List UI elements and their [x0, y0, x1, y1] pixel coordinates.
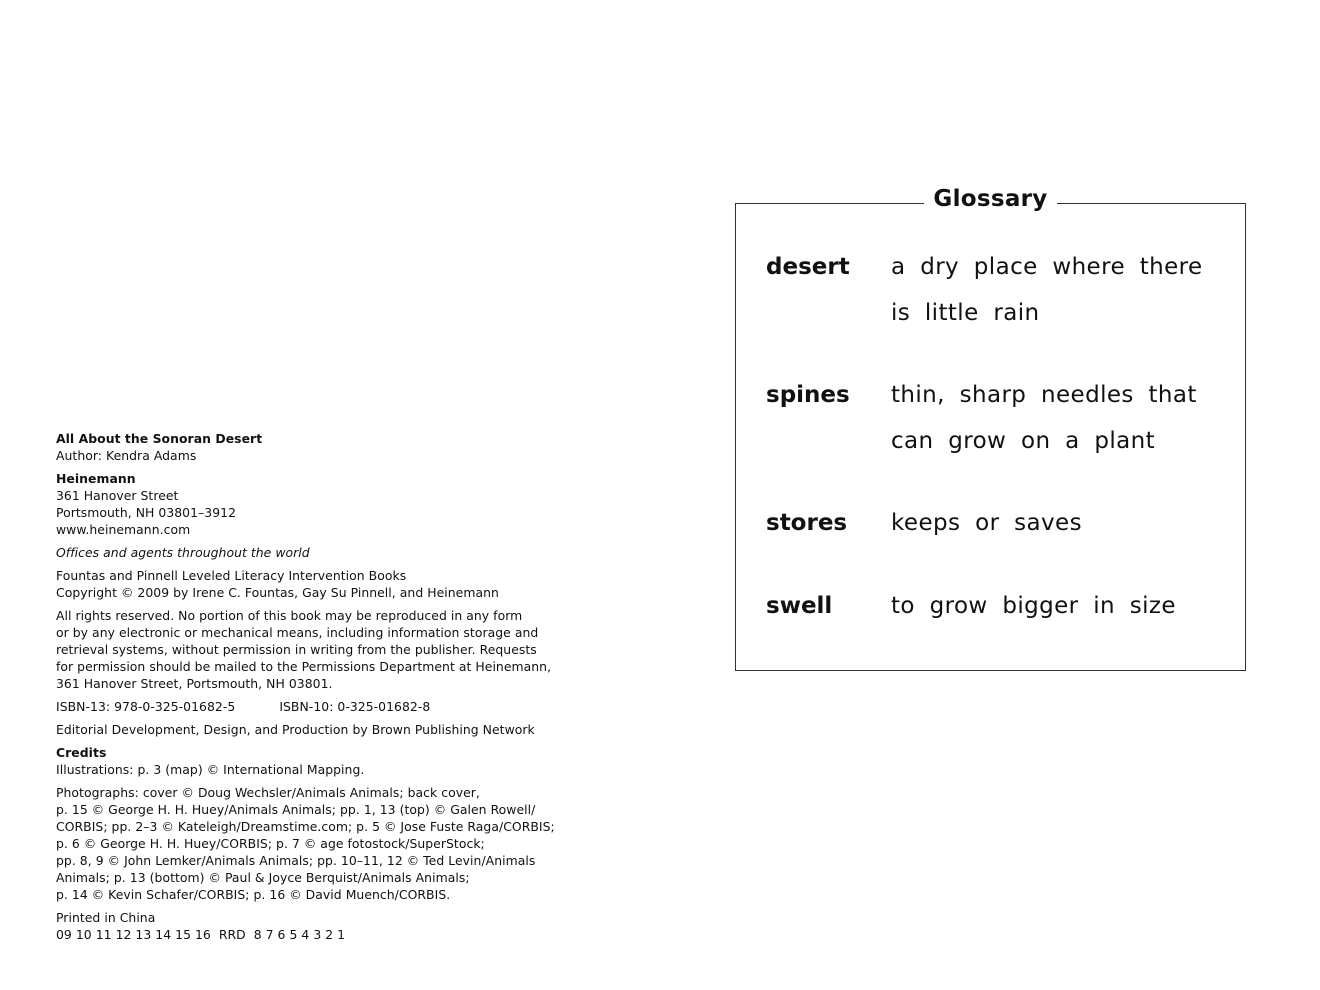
isbn13: ISBN-13: 978-0-325-01682-5 — [56, 699, 236, 714]
publisher-website: www.heinemann.com — [56, 522, 191, 537]
copyright-page — [56, 430, 616, 949]
glossary-definition — [891, 372, 1231, 464]
print-line: 09 10 11 12 13 14 15 16 RRD 8 7 6 5 4 3 2 1 — [56, 927, 346, 942]
glossary-term: stores — [766, 510, 848, 536]
series-line: Fountas and Pinnell Leveled Literacy Intervention Books — [56, 568, 407, 583]
rights-block — [56, 607, 616, 692]
publisher-block — [56, 470, 616, 538]
isbn10: ISBN-10: 0-325-01682-8 — [279, 699, 431, 714]
rights-line: 361 Hanover Street, Portsmouth, NH 03801. — [56, 676, 333, 691]
printed-in: Printed in China — [56, 910, 156, 925]
publisher-city: Portsmouth, NH 03801–3912 — [56, 505, 237, 520]
isbn-block — [56, 698, 616, 715]
publisher-street: 361 Hanover Street — [56, 488, 179, 503]
definition-line: keeps or saves — [891, 510, 1082, 536]
glossary-title: Glossary — [924, 186, 1056, 212]
glossary-definition — [891, 583, 1231, 629]
copyright-line: Copyright © 2009 by Irene C. Fountas, Gay Su Pinnell, and Heinemann — [56, 585, 499, 600]
definition-line: is little rain — [891, 300, 1040, 326]
printing-block — [56, 909, 616, 943]
definition-line: a dry place where there — [891, 254, 1203, 280]
photo-credit-line: p. 15 © George H. H. Huey/Animals Animals; pp. 1, 13 (top) © Galen Rowell/ — [56, 802, 536, 817]
photo-credit-line: p. 6 © George H. H. Huey/CORBIS; p. 7 © age fotostock/SuperStock; — [56, 836, 485, 851]
editorial-block — [56, 721, 616, 738]
definition-line: to grow bigger in size — [891, 593, 1176, 619]
photo-credits-block — [56, 784, 616, 903]
book-title: All About the Sonoran Desert — [56, 431, 263, 446]
glossary-definition — [891, 244, 1231, 336]
offices-text: Offices and agents throughout the world — [56, 545, 310, 560]
editorial-line: Editorial Development, Design, and Production by Brown Publishing Network — [56, 722, 535, 737]
author: Author: Kendra Adams — [56, 448, 197, 463]
definition-line: thin, sharp needles that — [891, 382, 1197, 408]
glossary-term: desert — [766, 254, 850, 280]
glossary-definition — [891, 500, 1231, 546]
glossary-term: spines — [766, 382, 850, 408]
title-block — [56, 430, 616, 464]
offices-block — [56, 544, 616, 561]
glossary-term: swell — [766, 593, 833, 619]
photo-credit-line: Animals; p. 13 (bottom) © Paul & Joyce Berquist/Animals Animals; — [56, 870, 470, 885]
photo-credit-line: CORBIS; pp. 2–3 © Kateleigh/Dreamstime.com; p. 5 © Jose Fuste Raga/CORBIS; — [56, 819, 555, 834]
definition-line: can grow on a plant — [891, 428, 1156, 454]
photo-credit-line: Photographs: cover © Doug Wechsler/Animals Animals; back cover, — [56, 785, 480, 800]
illustrations-credit: Illustrations: p. 3 (map) © International Mapping. — [56, 762, 365, 777]
credits-block — [56, 744, 616, 778]
rights-line: All rights reserved. No portion of this book may be reproduced in any form — [56, 608, 523, 623]
series-block — [56, 567, 616, 601]
rights-line: for permission should be mailed to the Permissions Department at Heinemann, — [56, 659, 552, 674]
credits-heading: Credits — [56, 745, 107, 760]
glossary-title-wrap — [736, 186, 1245, 212]
rights-line: or by any electronic or mechanical means, including information storage and — [56, 625, 539, 640]
publisher-name: Heinemann — [56, 471, 136, 486]
photo-credit-line: p. 14 © Kevin Schafer/CORBIS; p. 16 © David Muench/CORBIS. — [56, 887, 451, 902]
photo-credit-line: pp. 8, 9 © John Lemker/Animals Animals; pp. 10–11, 12 © Ted Levin/Animals — [56, 853, 536, 868]
rights-line: retrieval systems, without permission in writing from the publisher. Requests — [56, 642, 537, 657]
glossary-box — [735, 186, 1246, 671]
